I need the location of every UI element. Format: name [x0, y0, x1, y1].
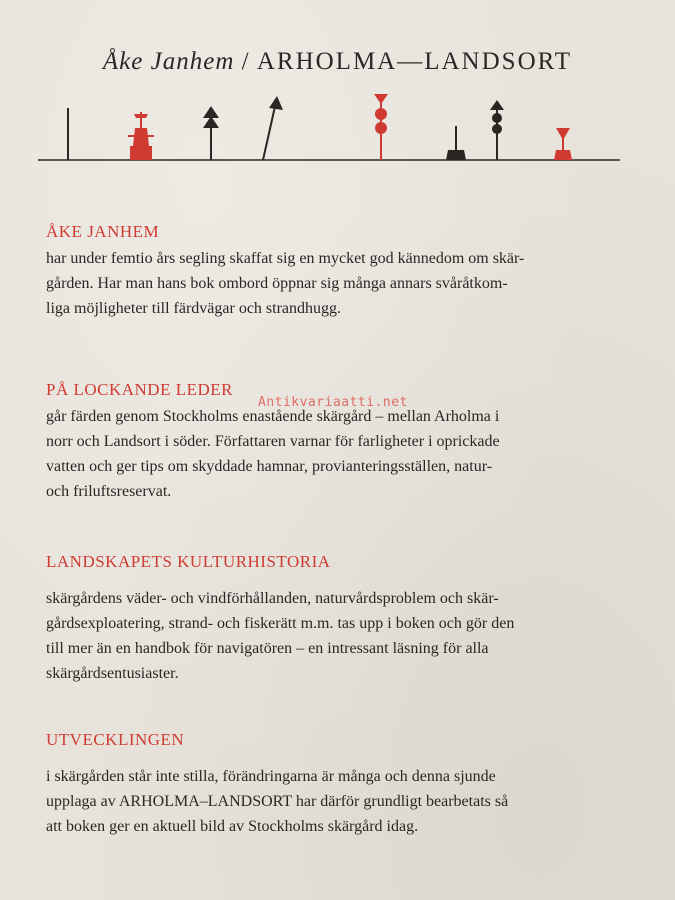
book-title: ARHOLMA—LANDSORT [256, 48, 573, 75]
section-heading: LANDSKAPETS KULTURHISTORIA [46, 552, 331, 571]
black-buoy-icon [446, 126, 466, 160]
body-line: går färden genom Stockholms enastående skärgård – mellan Arholma i [46, 408, 500, 425]
body-line: vatten och ger tips om skyddade hamnar, provianteringsställen, natur- [46, 458, 493, 475]
body-line: gårdsexploatering, strand- och fiskerätt m.m. tas upp i boken och gör den [46, 615, 515, 632]
author-name: Åke Janhem [102, 48, 235, 75]
body-line: i skärgården står inte stilla, förändringarna är många och denna sjunde [46, 768, 496, 785]
body-line: till mer än en handbok för navigatören – en intressant läsning för alla [46, 640, 489, 657]
section-body [46, 404, 618, 504]
section-utvecklingen [46, 730, 618, 839]
cardinal-mark-with-balls-icon [490, 100, 504, 160]
title-separator: / [234, 48, 257, 75]
body-line: upplaga av ARHOLMA–LANDSORT har därför grundligt bearbetats så [46, 793, 509, 810]
body-line: skärgårdsentusiaster. [46, 665, 179, 682]
red-conical-buoy-icon [554, 128, 572, 160]
section-landskapets-kulturhistoria [46, 552, 618, 686]
body-line: skärgårdens väder- och vindförhållanden, naturvårdsproblem och skär- [46, 590, 499, 607]
section-ake-janhem [46, 222, 618, 321]
page-title [0, 48, 675, 76]
section-heading: UTVECKLINGEN [46, 730, 185, 749]
north-cardinal-mark-icon [203, 106, 219, 160]
red-lateral-mark-icon [374, 94, 388, 160]
body-line: och friluftsreservat. [46, 483, 172, 500]
section-body [46, 246, 618, 321]
body-line: att boken ger en aktuell bild av Stockholms skärgård idag. [46, 818, 419, 835]
section-body [46, 586, 618, 686]
section-body [46, 764, 618, 839]
body-line: gården. Har man hans bok ombord öppnar sig många annars svåråtkom- [46, 275, 508, 292]
watermark: Antikvariaatti.net [258, 395, 408, 410]
body-line: liga möjligheter till färdvägar och strandhugg. [46, 300, 342, 317]
body-line: har under femtio års segling skaffat sig en mycket god kännedom om skär- [46, 250, 525, 267]
section-heading: ÅKE JANHEM [46, 222, 160, 241]
section-heading: PÅ LOCKANDE LEDER [46, 380, 233, 399]
body-line: norr och Landsort i söder. Författaren varnar för farligheter i oprickade [46, 433, 500, 450]
leaning-arrow-mark-icon [263, 96, 283, 160]
buoy-illustration [30, 88, 630, 168]
red-buoy-icon [128, 112, 154, 160]
